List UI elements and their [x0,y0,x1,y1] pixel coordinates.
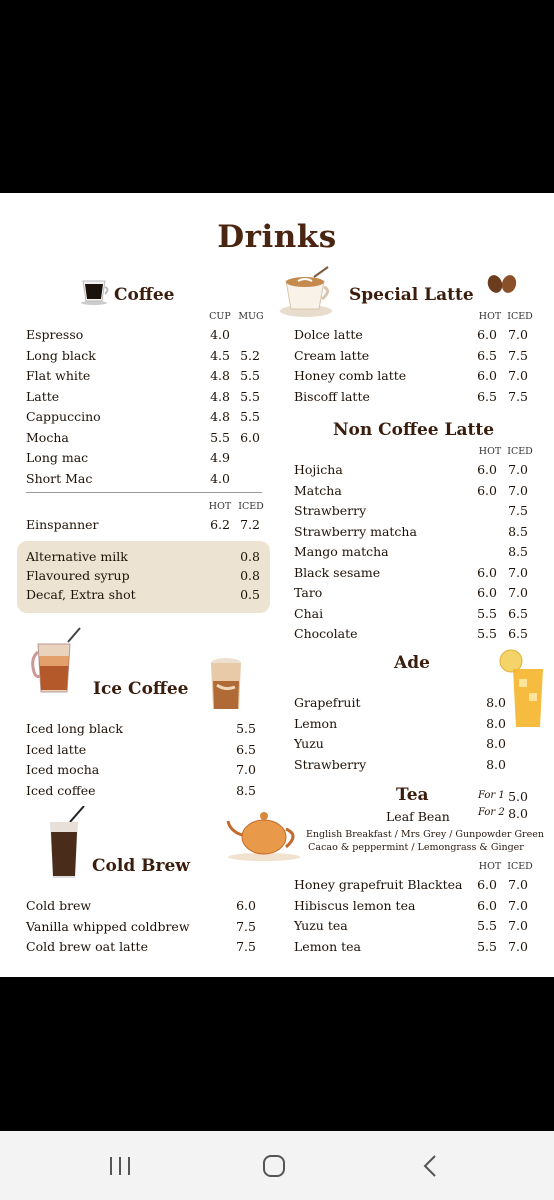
iced-col-header: ICED [507,861,533,872]
iced-coffee-mug-icon [30,626,82,696]
menu-item-price: 7.0 [508,585,528,600]
menu-item-price: 6.5 [477,388,497,404]
menu-item-price: 7.5 [236,939,256,954]
special-latte-heading: Special Latte [349,285,474,305]
menu-item-name: Lemon tea [294,938,361,954]
menu-item-name: Iced coffee [26,782,96,798]
menu-item-price: 5.5 [477,626,497,641]
menu-item-price: 5.5 [477,918,497,933]
divider [26,492,262,493]
menu-item-price: 5.5 [210,429,230,445]
menu-item-price: 8.5 [236,782,256,798]
ice-coffee-heading: Ice Coffee [93,679,189,699]
menu-item-price: 6.0 [477,585,497,600]
hot-col-header: HOT [478,311,502,322]
menu-item-name: Dolce latte [294,327,363,342]
tea-heading: Tea [396,785,429,805]
menu-item-name: Chai [294,605,324,621]
menu-page [0,193,554,977]
coffee-beans-icon [486,273,520,295]
menu-item-price: 7.0 [508,877,528,892]
cold-brew-glass-icon [44,806,90,880]
menu-item-name: Flat white [26,368,91,383]
recent-apps-button[interactable] [70,1131,170,1200]
menu-item-name: Honey grapefruit Blacktea [294,877,463,892]
menu-item-price: 6.0 [477,482,497,498]
menu-item-price: 8.5 [508,544,528,559]
menu-item-price: 6.0 [477,877,497,892]
menu-item-name: Iced latte [26,741,87,757]
menu-item-price: 6.5 [236,741,256,757]
menu-item-price: 6.0 [477,368,497,383]
iced-col-header: ICED [507,311,533,322]
menu-item-name: Black sesame [294,564,381,580]
menu-item-price: 0.8 [240,549,260,564]
menu-item-name: Hibiscus lemon tea [294,897,416,913]
menu-item-price: 7.0 [508,368,528,383]
menu-item-name: Vanilla whipped coldbrew [26,918,190,934]
menu-item-name: Mocha [26,429,69,445]
menu-item-name: Strawberry [294,756,367,772]
menu-item-price: 4.8 [210,368,230,383]
menu-item-price: 7.2 [240,517,260,532]
menu-item-price: 6.2 [210,517,230,532]
hot-col-header: HOT [208,501,232,512]
menu-item-name: Short Mac [26,470,93,486]
menu-item-name: Biscoff latte [294,388,370,404]
menu-item-price: 4.9 [210,450,230,465]
menu-item-name: Strawberry [294,503,367,518]
menu-item-price: 7.0 [508,482,528,498]
menu-item-price: 7.0 [508,327,528,342]
menu-item-name: Iced mocha [26,762,100,777]
menu-item-price: 7.0 [508,897,528,913]
menu-item-price: 4.8 [210,409,230,424]
menu-item-name: Strawberry matcha [294,523,417,539]
menu-item-price: 7.0 [508,462,528,477]
menu-item-name: Hojicha [294,462,343,477]
menu-item-price: 4.0 [210,470,230,486]
menu-item-price: 4.8 [210,388,230,404]
teapot-icon [226,807,302,861]
menu-item-name: Long mac [26,450,89,465]
menu-item-price: 8.0 [486,756,506,772]
hot-col-header: HOT [478,861,502,872]
menu-item-name: Lemon [294,715,338,731]
menu-item-price: 7.5 [508,347,528,363]
non-coffee-heading: Non Coffee Latte [333,420,495,440]
menu-item-name: Honey comb latte [294,368,407,383]
menu-item-name: Latte [26,388,60,404]
leaf-bean-label: Leaf Bean [386,809,450,824]
menu-item-name: Yuzu tea [294,918,348,933]
menu-item-name: Espresso [26,327,84,342]
menu-item-price: 5.5 [240,409,260,424]
menu-item-name: Einspanner [26,517,99,532]
navigation-bar [0,1131,554,1200]
menu-item-name: Matcha [294,482,342,498]
menu-item-name: Cream latte [294,347,370,363]
menu-item-price: 7.5 [508,503,528,518]
menu-item-price: 7.0 [508,564,528,580]
menu-item-name: Cappuccino [26,409,101,424]
hot-col-header: HOT [478,446,502,457]
for-two-label: For 2 [478,807,505,818]
menu-item-price: 6.5 [477,347,497,363]
menu-item-price: 6.5 [508,626,528,641]
menu-item-price: 6.0 [236,898,256,913]
menu-item-price: 5.5 [477,605,497,621]
menu-item-price: 5.5 [236,721,256,736]
menu-item-price: 6.0 [477,897,497,913]
menu-item-price: 6.0 [477,564,497,580]
for-two-price: 8.0 [508,806,528,821]
cup-col-header: CUP [209,311,231,322]
menu-item-price: 6.0 [477,327,497,342]
menu-item-price: 7.5 [236,918,256,934]
menu-item-price: 0.5 [240,587,260,602]
menu-item-price: 7.0 [508,918,528,933]
menu-item-price: 4.0 [210,327,230,342]
recent-apps-icon [108,1155,132,1177]
menu-item-price: 7.5 [508,388,528,404]
menu-item-name: Yuzu [294,736,324,751]
espresso-cup-icon [80,279,110,305]
home-button[interactable] [224,1131,324,1200]
iced-col-header: ICED [238,501,264,512]
tea-flavours-line: English Breakfast / Mrs Grey / Gunpowder Green [306,829,544,840]
menu-item-price: 4.5 [210,347,230,363]
menu-item-name: Long black [26,347,96,363]
menu-item-price: 8.0 [486,695,506,710]
menu-item-name: Flavoured syrup [26,568,130,583]
menu-item-name: Mango matcha [294,544,389,559]
tea-flavours-line: Cacao & peppermint / Lemongrass & Ginger [308,842,524,853]
menu-item-name: Taro [294,585,323,600]
menu-item-price: 8.0 [486,715,506,731]
back-button[interactable] [380,1131,480,1200]
menu-item-price: 7.0 [508,938,528,954]
menu-item-price: 0.8 [240,568,260,583]
menu-item-price: 6.5 [508,605,528,621]
menu-item-price: 8.5 [508,523,528,539]
menu-item-name: Cold brew [26,898,92,913]
cold-brew-heading: Cold Brew [92,856,190,876]
latte-cup-icon [278,265,334,319]
for-one-price: 5.0 [508,789,528,804]
menu-item-name: Grapefruit [294,695,361,710]
menu-item-name: Cold brew oat latte [26,939,148,954]
menu-item-price: 8.0 [486,736,506,751]
menu-item-price: 5.5 [477,938,497,954]
menu-item-price: 5.5 [240,388,260,404]
back-icon [422,1154,438,1178]
page-title: Drinks [217,219,337,255]
for-one-label: For 1 [478,790,505,801]
coffee-heading: Coffee [114,285,175,305]
menu-item-price: 5.5 [240,368,260,383]
ade-heading: Ade [394,653,430,673]
menu-item-price: 6.0 [477,462,497,477]
iced-col-header: ICED [507,446,533,457]
menu-item-price: 7.0 [236,762,256,777]
menu-item-price: 6.0 [240,429,260,445]
menu-item-name: Alternative milk [26,549,128,564]
mug-col-header: MUG [238,311,264,322]
menu-item-price: 5.2 [240,347,260,363]
iced-latte-glass-icon [207,657,245,713]
menu-item-name: Iced long black [26,721,123,736]
menu-item-name: Decaf, Extra shot [26,587,136,602]
home-icon [262,1154,286,1178]
menu-item-name: Chocolate [294,626,358,641]
